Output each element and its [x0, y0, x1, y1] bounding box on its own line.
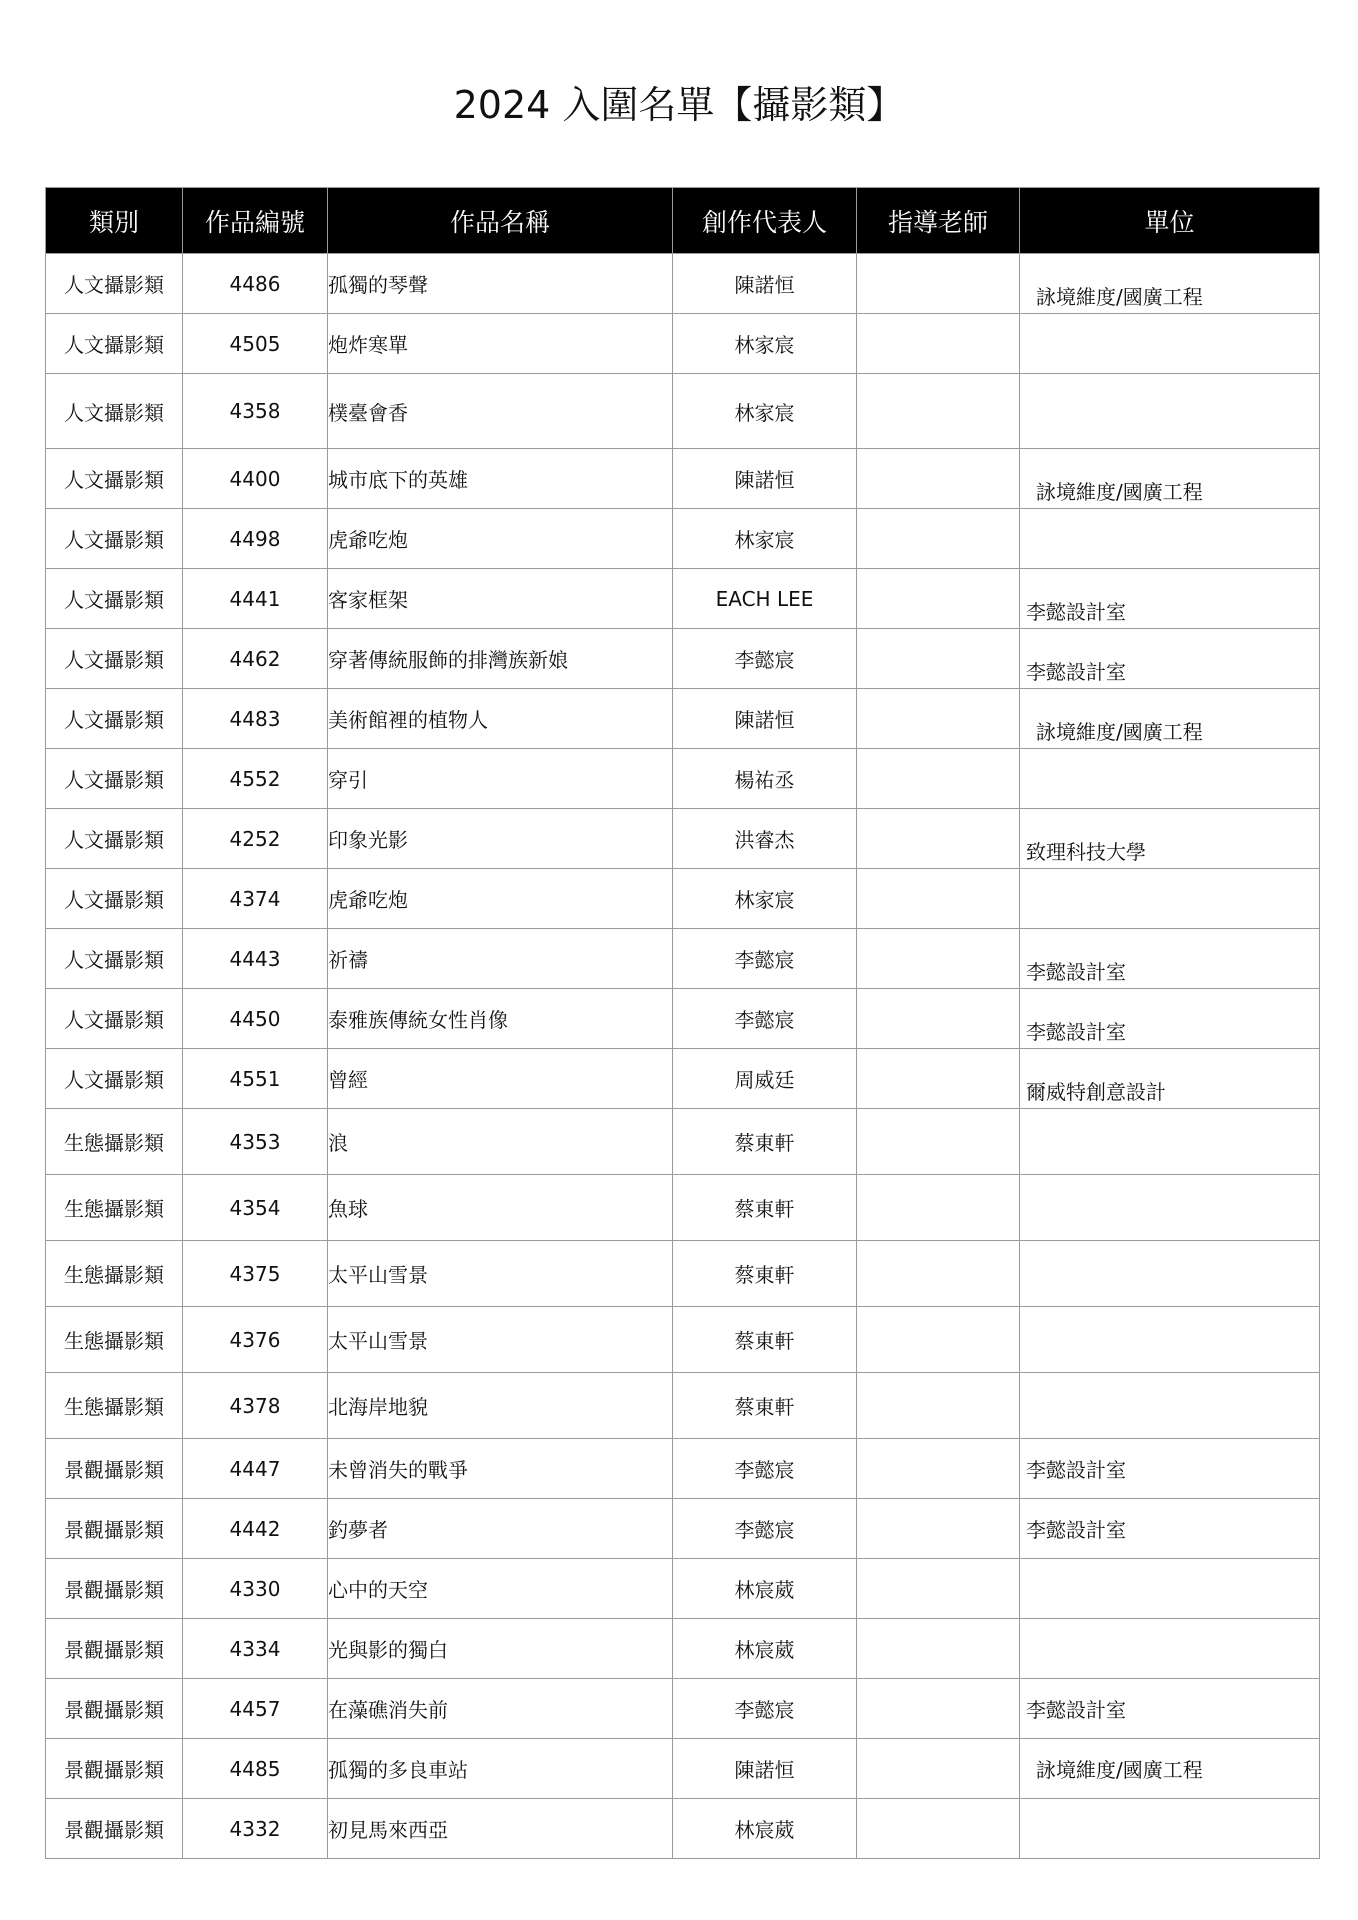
unit-cell	[1020, 1679, 1320, 1739]
title-cell: 釣夢者	[328, 1499, 673, 1559]
unit-text: 李懿設計室	[1026, 1698, 1126, 1722]
title-cell: 客家框架	[328, 569, 673, 629]
table-row	[46, 254, 1320, 314]
teacher-cell	[857, 1499, 1020, 1559]
title-cell: 孤獨的琴聲	[328, 254, 673, 314]
category-cell: 生態攝影類	[46, 1307, 183, 1373]
category-cell: 人文攝影類	[46, 929, 183, 989]
table-row	[46, 749, 1320, 809]
teacher-cell	[857, 569, 1020, 629]
unit-text: 爾威特創意設計	[1026, 1080, 1166, 1104]
teacher-cell	[857, 929, 1020, 989]
unit-cell	[1020, 374, 1320, 449]
category-cell: 人文攝影類	[46, 629, 183, 689]
table-row	[46, 1559, 1320, 1619]
table-row	[46, 1241, 1320, 1307]
teacher-cell	[857, 314, 1020, 374]
creator-cell: 楊祐丞	[673, 749, 857, 809]
unit-cell	[1020, 254, 1320, 314]
creator-cell: 陳諾恒	[673, 1739, 857, 1799]
title-cell: 炮炸寒單	[328, 314, 673, 374]
unit-cell	[1020, 809, 1320, 869]
title-cell: 印象光影	[328, 809, 673, 869]
number-cell: 4447	[183, 1439, 328, 1499]
creator-cell: 林宸葳	[673, 1799, 857, 1859]
category-cell: 人文攝影類	[46, 809, 183, 869]
title-cell: 穿引	[328, 749, 673, 809]
unit-cell	[1020, 1559, 1320, 1619]
unit-cell	[1020, 569, 1320, 629]
category-cell: 景觀攝影類	[46, 1499, 183, 1559]
unit-text: 李懿設計室	[1026, 600, 1126, 624]
table-row	[46, 1175, 1320, 1241]
title-cell: 孤獨的多良車站	[328, 1739, 673, 1799]
number-cell: 4354	[183, 1175, 328, 1241]
teacher-cell	[857, 509, 1020, 569]
category-cell: 生態攝影類	[46, 1109, 183, 1175]
unit-cell	[1020, 929, 1320, 989]
teacher-cell	[857, 1241, 1020, 1307]
category-cell: 人文攝影類	[46, 374, 183, 449]
title-cell: 曾經	[328, 1049, 673, 1109]
table-row	[46, 1373, 1320, 1439]
table-row	[46, 1799, 1320, 1859]
teacher-cell	[857, 254, 1020, 314]
number-cell: 4252	[183, 809, 328, 869]
category-cell: 人文攝影類	[46, 989, 183, 1049]
unit-cell	[1020, 629, 1320, 689]
table-row	[46, 869, 1320, 929]
number-cell: 4457	[183, 1679, 328, 1739]
table-row	[46, 1739, 1320, 1799]
category-cell: 人文攝影類	[46, 569, 183, 629]
unit-text: 李懿設計室	[1026, 1020, 1126, 1044]
creator-cell: 陳諾恒	[673, 449, 857, 509]
title-cell: 祈禱	[328, 929, 673, 989]
unit-cell	[1020, 1241, 1320, 1307]
creator-cell: 李懿宸	[673, 1679, 857, 1739]
category-cell: 人文攝影類	[46, 254, 183, 314]
teacher-cell	[857, 1799, 1020, 1859]
unit-cell	[1020, 1049, 1320, 1109]
title-cell: 穿著傳統服飾的排灣族新娘	[328, 629, 673, 689]
number-cell: 4358	[183, 374, 328, 449]
table-header	[46, 188, 1320, 254]
number-cell: 4551	[183, 1049, 328, 1109]
table-row	[46, 374, 1320, 449]
creator-cell: 林家宸	[673, 314, 857, 374]
number-cell: 4353	[183, 1109, 328, 1175]
unit-cell	[1020, 989, 1320, 1049]
creator-cell: 陳諾恒	[673, 254, 857, 314]
table-row	[46, 569, 1320, 629]
title-cell: 北海岸地貌	[328, 1373, 673, 1439]
number-cell: 4442	[183, 1499, 328, 1559]
creator-cell: 蔡東軒	[673, 1175, 857, 1241]
teacher-cell	[857, 1373, 1020, 1439]
unit-text: 詠境維度/國廣工程	[1036, 1758, 1203, 1782]
unit-cell	[1020, 1739, 1320, 1799]
page-title: 2024 入圍名單【攝影類】	[453, 83, 905, 127]
teacher-cell	[857, 1439, 1020, 1499]
unit-cell	[1020, 314, 1320, 374]
creator-cell: 李懿宸	[673, 989, 857, 1049]
category-cell: 景觀攝影類	[46, 1799, 183, 1859]
creator-cell: 李懿宸	[673, 1439, 857, 1499]
teacher-cell	[857, 1049, 1020, 1109]
title-cell: 泰雅族傳統女性肖像	[328, 989, 673, 1049]
column-header-title: 作品名稱	[328, 188, 673, 254]
category-cell: 景觀攝影類	[46, 1739, 183, 1799]
category-cell: 人文攝影類	[46, 749, 183, 809]
creator-cell: 林宸葳	[673, 1619, 857, 1679]
table-row	[46, 809, 1320, 869]
unit-cell	[1020, 509, 1320, 569]
table-row	[46, 509, 1320, 569]
table-row	[46, 1679, 1320, 1739]
teacher-cell	[857, 809, 1020, 869]
category-cell: 人文攝影類	[46, 869, 183, 929]
column-header-category: 類別	[46, 188, 183, 254]
category-cell: 人文攝影類	[46, 509, 183, 569]
category-cell: 景觀攝影類	[46, 1439, 183, 1499]
teacher-cell	[857, 1559, 1020, 1619]
teacher-cell	[857, 1679, 1020, 1739]
table-row	[46, 629, 1320, 689]
title-cell: 初見馬來西亞	[328, 1799, 673, 1859]
number-cell: 4462	[183, 629, 328, 689]
number-cell: 4552	[183, 749, 328, 809]
creator-cell: 蔡東軒	[673, 1241, 857, 1307]
unit-text: 詠境維度/國廣工程	[1036, 720, 1203, 744]
creator-cell: 李懿宸	[673, 629, 857, 689]
unit-cell	[1020, 1499, 1320, 1559]
creator-cell: 林家宸	[673, 869, 857, 929]
unit-cell	[1020, 689, 1320, 749]
title-cell: 美術館裡的植物人	[328, 689, 673, 749]
unit-text: 李懿設計室	[1026, 1458, 1126, 1482]
number-cell: 4486	[183, 254, 328, 314]
category-cell: 生態攝影類	[46, 1373, 183, 1439]
column-header-creator: 創作代表人	[673, 188, 857, 254]
teacher-cell	[857, 749, 1020, 809]
creator-cell: 林家宸	[673, 374, 857, 449]
table-row	[46, 1049, 1320, 1109]
category-cell: 景觀攝影類	[46, 1559, 183, 1619]
unit-text: 李懿設計室	[1026, 1518, 1126, 1542]
creator-cell: 李懿宸	[673, 929, 857, 989]
category-cell: 人文攝影類	[46, 449, 183, 509]
teacher-cell	[857, 629, 1020, 689]
unit-cell	[1020, 1307, 1320, 1373]
number-cell: 4374	[183, 869, 328, 929]
number-cell: 4334	[183, 1619, 328, 1679]
column-header-unit: 單位	[1020, 188, 1320, 254]
creator-cell: 洪睿杰	[673, 809, 857, 869]
unit-cell	[1020, 1109, 1320, 1175]
teacher-cell	[857, 1175, 1020, 1241]
teacher-cell	[857, 1109, 1020, 1175]
column-header-teacher: 指導老師	[857, 188, 1020, 254]
creator-cell: 周威廷	[673, 1049, 857, 1109]
teacher-cell	[857, 374, 1020, 449]
unit-text: 李懿設計室	[1026, 660, 1126, 684]
creator-cell: 林宸葳	[673, 1559, 857, 1619]
column-header-number: 作品編號	[183, 188, 328, 254]
header-row	[46, 188, 1320, 254]
table-row	[46, 1499, 1320, 1559]
title-cell: 心中的天空	[328, 1559, 673, 1619]
number-cell: 4450	[183, 989, 328, 1049]
unit-cell	[1020, 1619, 1320, 1679]
unit-cell	[1020, 449, 1320, 509]
teacher-cell	[857, 689, 1020, 749]
title-cell: 虎爺吃炮	[328, 509, 673, 569]
unit-text: 致理科技大學	[1026, 840, 1146, 864]
table-row	[46, 689, 1320, 749]
table-row	[46, 1439, 1320, 1499]
title-cell: 太平山雪景	[328, 1307, 673, 1373]
unit-cell	[1020, 749, 1320, 809]
number-cell: 4378	[183, 1373, 328, 1439]
title-cell: 光與影的獨白	[328, 1619, 673, 1679]
table-row	[46, 314, 1320, 374]
category-cell: 人文攝影類	[46, 314, 183, 374]
number-cell: 4330	[183, 1559, 328, 1619]
category-cell: 景觀攝影類	[46, 1619, 183, 1679]
creator-cell: 蔡東軒	[673, 1109, 857, 1175]
number-cell: 4376	[183, 1307, 328, 1373]
title-cell: 太平山雪景	[328, 1241, 673, 1307]
creator-cell: 蔡東軒	[673, 1307, 857, 1373]
number-cell: 4498	[183, 509, 328, 569]
category-cell: 景觀攝影類	[46, 1679, 183, 1739]
finalist-table	[45, 187, 1320, 1859]
unit-text: 詠境維度/國廣工程	[1036, 480, 1203, 504]
table-row	[46, 1109, 1320, 1175]
number-cell: 4505	[183, 314, 328, 374]
number-cell: 4332	[183, 1799, 328, 1859]
unit-cell	[1020, 1175, 1320, 1241]
number-cell: 4441	[183, 569, 328, 629]
creator-cell: 林家宸	[673, 509, 857, 569]
title-cell: 未曾消失的戰爭	[328, 1439, 673, 1499]
teacher-cell	[857, 1619, 1020, 1679]
table-row	[46, 989, 1320, 1049]
title-cell: 在藻礁消失前	[328, 1679, 673, 1739]
unit-text: 詠境維度/國廣工程	[1036, 285, 1203, 309]
category-cell: 生態攝影類	[46, 1175, 183, 1241]
title-cell: 城市底下的英雄	[328, 449, 673, 509]
number-cell: 4485	[183, 1739, 328, 1799]
number-cell: 4400	[183, 449, 328, 509]
unit-cell	[1020, 1799, 1320, 1859]
teacher-cell	[857, 1739, 1020, 1799]
title-cell: 浪	[328, 1109, 673, 1175]
teacher-cell	[857, 1307, 1020, 1373]
number-cell: 4375	[183, 1241, 328, 1307]
table-row	[46, 929, 1320, 989]
title-cell: 魚球	[328, 1175, 673, 1241]
number-cell: 4443	[183, 929, 328, 989]
table-row	[46, 449, 1320, 509]
table-row	[46, 1619, 1320, 1679]
category-cell: 生態攝影類	[46, 1241, 183, 1307]
category-cell: 人文攝影類	[46, 689, 183, 749]
unit-text: 李懿設計室	[1026, 960, 1126, 984]
teacher-cell	[857, 869, 1020, 929]
unit-cell	[1020, 1373, 1320, 1439]
unit-cell	[1020, 869, 1320, 929]
table-row	[46, 1307, 1320, 1373]
teacher-cell	[857, 989, 1020, 1049]
category-cell: 人文攝影類	[46, 1049, 183, 1109]
table-body	[46, 254, 1320, 1859]
unit-cell	[1020, 1439, 1320, 1499]
creator-cell: EACH LEE	[673, 569, 857, 629]
creator-cell: 李懿宸	[673, 1499, 857, 1559]
title-cell: 虎爺吃炮	[328, 869, 673, 929]
creator-cell: 蔡東軒	[673, 1373, 857, 1439]
creator-cell: 陳諾恒	[673, 689, 857, 749]
number-cell: 4483	[183, 689, 328, 749]
teacher-cell	[857, 449, 1020, 509]
title-cell: 樸臺會香	[328, 374, 673, 449]
